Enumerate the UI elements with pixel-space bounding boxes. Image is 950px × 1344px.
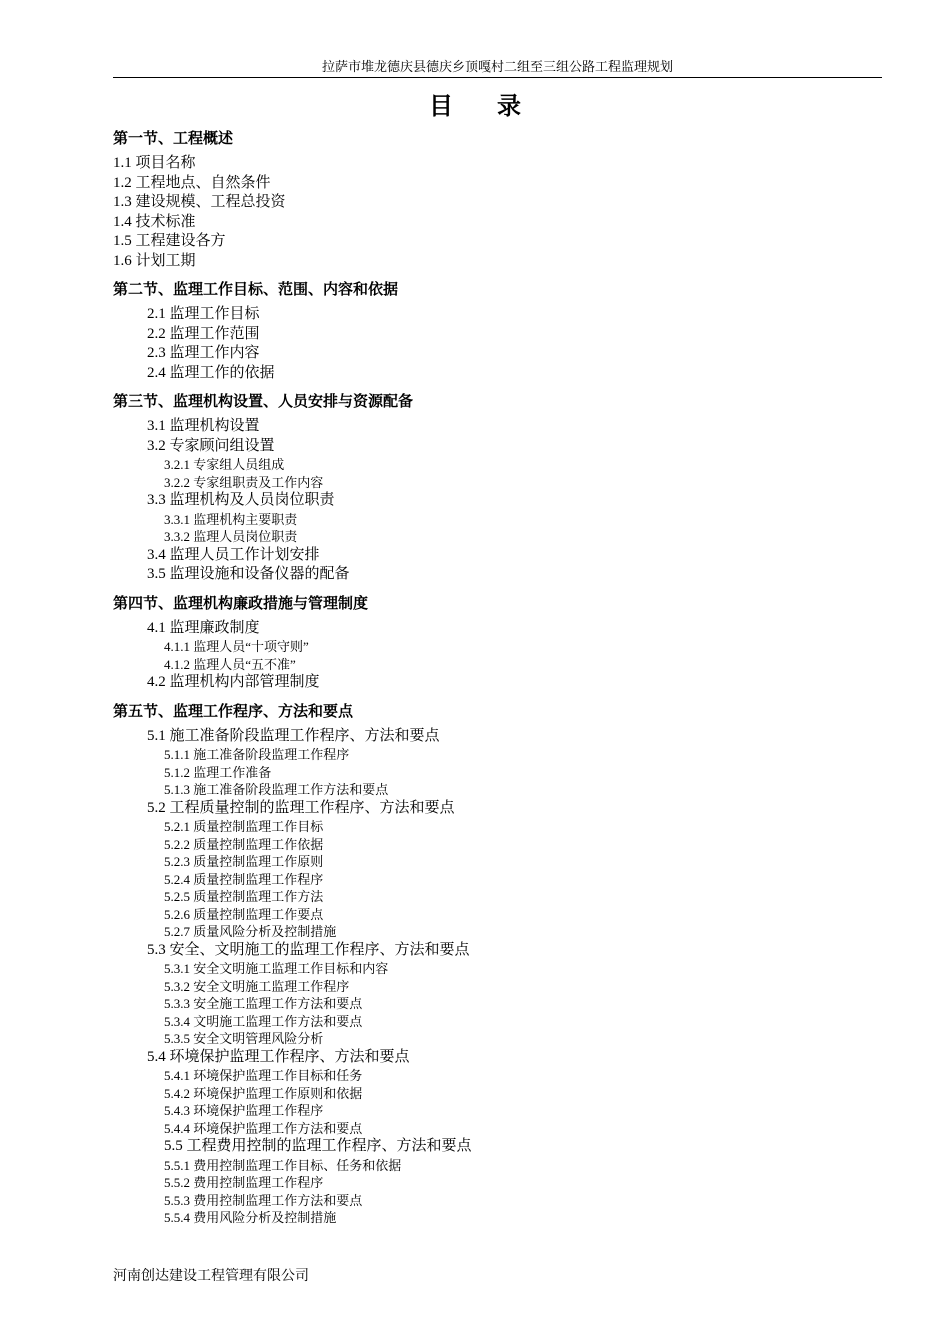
toc-entry: 5.4.2 环境保护监理工作原则和依据 [164, 1085, 363, 1101]
toc-entry: 5.2.7 质量风险分析及控制措施 [164, 924, 337, 939]
toc-section-heading: 第五节、监理工作程序、方法和要点 [113, 701, 354, 720]
toc-entry: 5.5.3 费用控制监理工作方法和要点 [164, 1192, 363, 1208]
toc-entry: 2.4 监理工作的依据 [147, 364, 275, 381]
toc-entry: 5.5.1 费用控制监理工作目标、任务和依据 [164, 1157, 402, 1173]
page-header: 拉萨市堆龙德庆县德庆乡顶嘎村二组至三组公路工程监理规划 [113, 58, 882, 78]
toc-entry: 3.3 监理机构及人员岗位职责 [147, 492, 335, 508]
page-title: 目录 [429, 94, 565, 120]
toc-entry: 4.1 监理廉政制度 [147, 619, 260, 636]
toc-entry: 5.2.1 质量控制监理工作目标 [164, 819, 324, 834]
toc-entry: 5.5.4 费用风险分析及控制措施 [164, 1210, 337, 1225]
toc-entry: 4.1.1 监理人员“十项守则” [164, 639, 309, 654]
toc-entry: 5.5.2 费用控制监理工作程序 [164, 1175, 324, 1190]
toc-entry: 3.4 监理人员工作计划安排 [147, 546, 320, 563]
toc-entry: 5.3.2 安全文明施工监理工作程序 [164, 978, 350, 994]
toc-entry: 5.4 环境保护监理工作程序、方法和要点 [147, 1048, 410, 1065]
toc-entry: 5.3 安全、文明施工的监理工作程序、方法和要点 [147, 941, 470, 958]
toc-entry: 1.2 工程地点、自然条件 [113, 174, 271, 191]
toc-section-heading: 第四节、监理机构廉政措施与管理制度 [113, 593, 369, 612]
toc-entry: 5.5 工程费用控制的监理工作程序、方法和要点 [164, 1138, 472, 1154]
toc-entry: 5.2.3 质量控制监理工作原则 [164, 854, 324, 869]
toc-entry: 1.5 工程建设各方 [113, 233, 226, 249]
toc-entry: 5.3.5 安全文明管理风险分析 [164, 1031, 324, 1046]
toc-entry: 4.1.2 监理人员“五不准” [164, 656, 296, 672]
toc-entry: 5.1 施工准备阶段监理工作程序、方法和要点 [147, 727, 440, 744]
table-of-contents [113, 126, 882, 1227]
toc-section-heading: 第二节、监理工作目标、范围、内容和依据 [113, 280, 399, 298]
toc-entry: 5.2.2 质量控制监理工作依据 [164, 836, 324, 852]
toc-entry: 3.2.2 专家组职责及工作内容 [164, 474, 324, 490]
toc-entry: 1.3 建设规模、工程总投资 [113, 194, 286, 210]
toc-entry: 4.2 监理机构内部管理制度 [147, 674, 320, 690]
toc-entry: 5.3.1 安全文明施工监理工作目标和内容 [164, 961, 389, 976]
toc-entry: 1.1 项目名称 [113, 155, 196, 171]
toc-section-heading: 第一节、工程概述 [113, 129, 234, 147]
toc-entry: 5.2.5 质量控制监理工作方法 [164, 889, 324, 904]
toc-entry: 5.4.3 环境保护监理工作程序 [164, 1103, 324, 1118]
toc-entry: 5.2.6 质量控制监理工作要点 [164, 906, 324, 922]
toc-entry: 3.1 监理机构设置 [147, 418, 260, 434]
toc-entry: 5.1.3 施工准备阶段监理工作方法和要点 [164, 782, 389, 797]
toc-entry: 3.3.2 监理人员岗位职责 [164, 529, 298, 544]
toc-entry: 3.2.1 专家组人员组成 [164, 457, 285, 472]
toc-entry: 3.3.1 监理机构主要职责 [164, 511, 298, 527]
toc-section-heading: 第三节、监理机构设置、人员安排与资源配备 [113, 392, 414, 410]
toc-entry: 1.6 计划工期 [113, 252, 196, 269]
toc-entry: 3.5 监理设施和设备仪器的配备 [147, 566, 350, 582]
toc-entry: 5.2.4 质量控制监理工作程序 [164, 871, 324, 887]
toc-entry: 2.1 监理工作目标 [147, 306, 260, 322]
toc-entry: 5.1.1 施工准备阶段监理工作程序 [164, 747, 350, 762]
page-footer: 河南创达建设工程管理有限公司 [113, 1269, 309, 1284]
toc-entry: 5.1.2 监理工作准备 [164, 764, 272, 780]
toc-entry: 5.3.4 文明施工监理工作方法和要点 [164, 1013, 363, 1029]
toc-entry: 5.2 工程质量控制的监理工作程序、方法和要点 [147, 799, 455, 816]
toc-entry: 5.3.3 安全施工监理工作方法和要点 [164, 996, 363, 1011]
toc-entry: 5.4.4 环境保护监理工作方法和要点 [164, 1120, 363, 1136]
toc-entry: 2.2 监理工作范围 [147, 325, 260, 342]
toc-entry: 3.2 专家顾问组设置 [147, 437, 275, 454]
toc-entry: 5.4.1 环境保护监理工作目标和任务 [164, 1068, 363, 1083]
toc-entry: 2.3 监理工作内容 [147, 345, 260, 361]
toc-entry: 1.4 技术标准 [113, 213, 196, 230]
